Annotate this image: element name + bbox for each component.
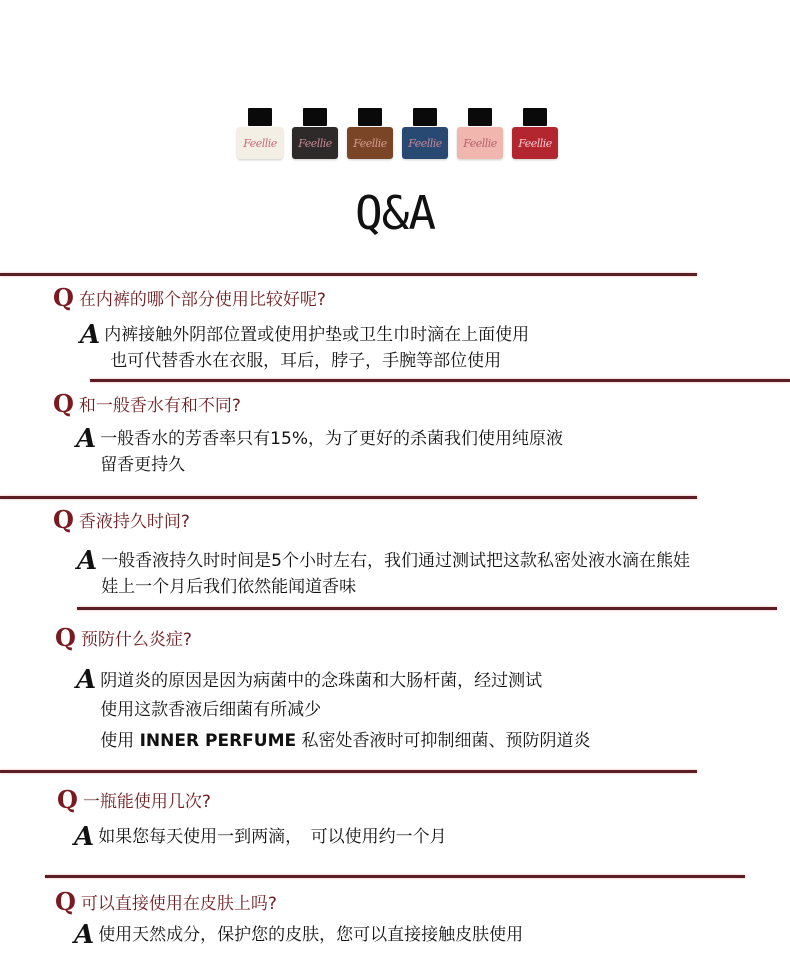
question-row	[57, 784, 211, 814]
bottle-3	[347, 108, 393, 160]
qa-item-2	[53, 388, 241, 418]
answer-line: 留香更持久	[100, 455, 186, 475]
bottle-cap	[413, 108, 437, 126]
qa-item-3	[53, 504, 190, 534]
answer-line: 阴道炎的原因是因为病菌中的念珠菌和大肠杆菌，经过测试	[100, 671, 543, 691]
question-text: 香液持久时间?	[78, 512, 190, 532]
bottle-5	[457, 108, 503, 160]
divider-5	[0, 770, 697, 773]
answer-line: 使用天然成分，保护您的皮肤，您可以直接接触皮肤使用	[98, 925, 524, 945]
answer-5	[74, 824, 447, 850]
bottle-body	[402, 127, 448, 159]
product-bottles-banner	[237, 108, 558, 160]
bottle-4	[402, 108, 448, 160]
answer-line: 内裤接触外阴部位置或使用护垫或卫生巾时滴在上面使用	[104, 325, 530, 345]
bottle-cap	[248, 108, 272, 126]
answer-line: 也可代替香水在衣服，耳后，脖子，手腕等部位使用	[110, 351, 502, 371]
q-mark-icon: Q	[55, 886, 76, 916]
qa-item-4	[55, 622, 192, 652]
bottle-body	[292, 127, 338, 159]
question-text: 在内裤的哪个部分使用比较好呢?	[78, 290, 326, 310]
a-mark-icon: A	[76, 665, 97, 695]
answer-3	[77, 548, 690, 600]
answer-6	[74, 922, 523, 948]
answer-row	[80, 322, 529, 374]
question-row	[55, 886, 277, 916]
question-row	[55, 622, 192, 652]
brand-name: INNER PERFUME	[139, 731, 297, 751]
answer-4	[76, 667, 591, 757]
q-mark-icon: Q	[53, 282, 74, 312]
bottle-logo: Feellie	[518, 136, 552, 150]
question-text: 一瓶能使用几次?	[82, 792, 211, 812]
divider-3	[0, 496, 697, 499]
answer-row	[74, 922, 523, 948]
page-title: Q&A	[354, 186, 436, 240]
bottle-body	[347, 127, 393, 159]
answer-row	[77, 548, 690, 600]
qa-item-1	[53, 282, 326, 312]
question-row	[53, 282, 326, 312]
answer-row	[74, 824, 447, 850]
answer-line: 如果您每天使用一到两滴， 可以使用约一个月	[98, 827, 447, 847]
bottle-6	[512, 108, 558, 160]
bottle-cap	[523, 108, 547, 126]
question-row	[53, 388, 241, 418]
answer-suffix: 私密处香液时可抑制细菌、预防阴道炎	[301, 731, 591, 751]
bottle-logo: Feellie	[408, 136, 442, 150]
a-mark-icon: A	[77, 546, 98, 576]
bottle-logo: Feellie	[243, 136, 277, 150]
q-mark-icon: Q	[53, 388, 74, 418]
answer-line: 一般香液持久时时间是5个小时左右，我们通过测试把这款私密处液水滴在熊娃	[101, 551, 691, 571]
a-mark-icon: A	[74, 920, 95, 950]
bottle-cap	[303, 108, 327, 126]
bottle-logo: Feellie	[353, 136, 387, 150]
bottle-body	[512, 127, 558, 159]
bottle-1	[237, 108, 283, 160]
answer-line	[100, 725, 590, 757]
divider-1	[0, 273, 697, 276]
q-mark-icon: Q	[55, 622, 76, 652]
answer-1	[80, 322, 529, 374]
answer-line: 一般香水的芳香率只有15%，为了更好的杀菌我们使用纯原液	[100, 429, 563, 449]
bottle-cap	[358, 108, 382, 126]
bottle-2	[292, 108, 338, 160]
bottle-logo: Feellie	[463, 136, 497, 150]
bottle-body	[457, 127, 503, 159]
answer-2	[76, 426, 563, 478]
answer-row	[76, 426, 563, 478]
q-mark-icon: Q	[57, 784, 78, 814]
a-mark-icon: A	[74, 822, 95, 852]
a-mark-icon: A	[76, 424, 97, 454]
divider-4	[77, 607, 777, 610]
answer-prefix: 使用	[100, 731, 135, 751]
bottle-body	[237, 127, 283, 159]
answer-line: 使用这款香液后细菌有所减少	[100, 700, 322, 720]
qa-item-5	[57, 784, 211, 814]
divider-6	[45, 875, 745, 878]
q-mark-icon: Q	[53, 504, 74, 534]
bottle-logo: Feellie	[298, 136, 332, 150]
qa-item-6	[55, 886, 277, 916]
question-text: 可以直接使用在皮肤上吗?	[80, 894, 277, 914]
answer-row	[76, 667, 591, 757]
divider-2	[90, 379, 790, 382]
answer-line: 娃上一个月后我们依然能闻道香味	[101, 577, 357, 597]
a-mark-icon: A	[80, 320, 101, 350]
bottle-cap	[468, 108, 492, 126]
question-row	[53, 504, 190, 534]
question-text: 预防什么炎症?	[80, 630, 192, 650]
question-text: 和一般香水有和不同?	[78, 396, 241, 416]
